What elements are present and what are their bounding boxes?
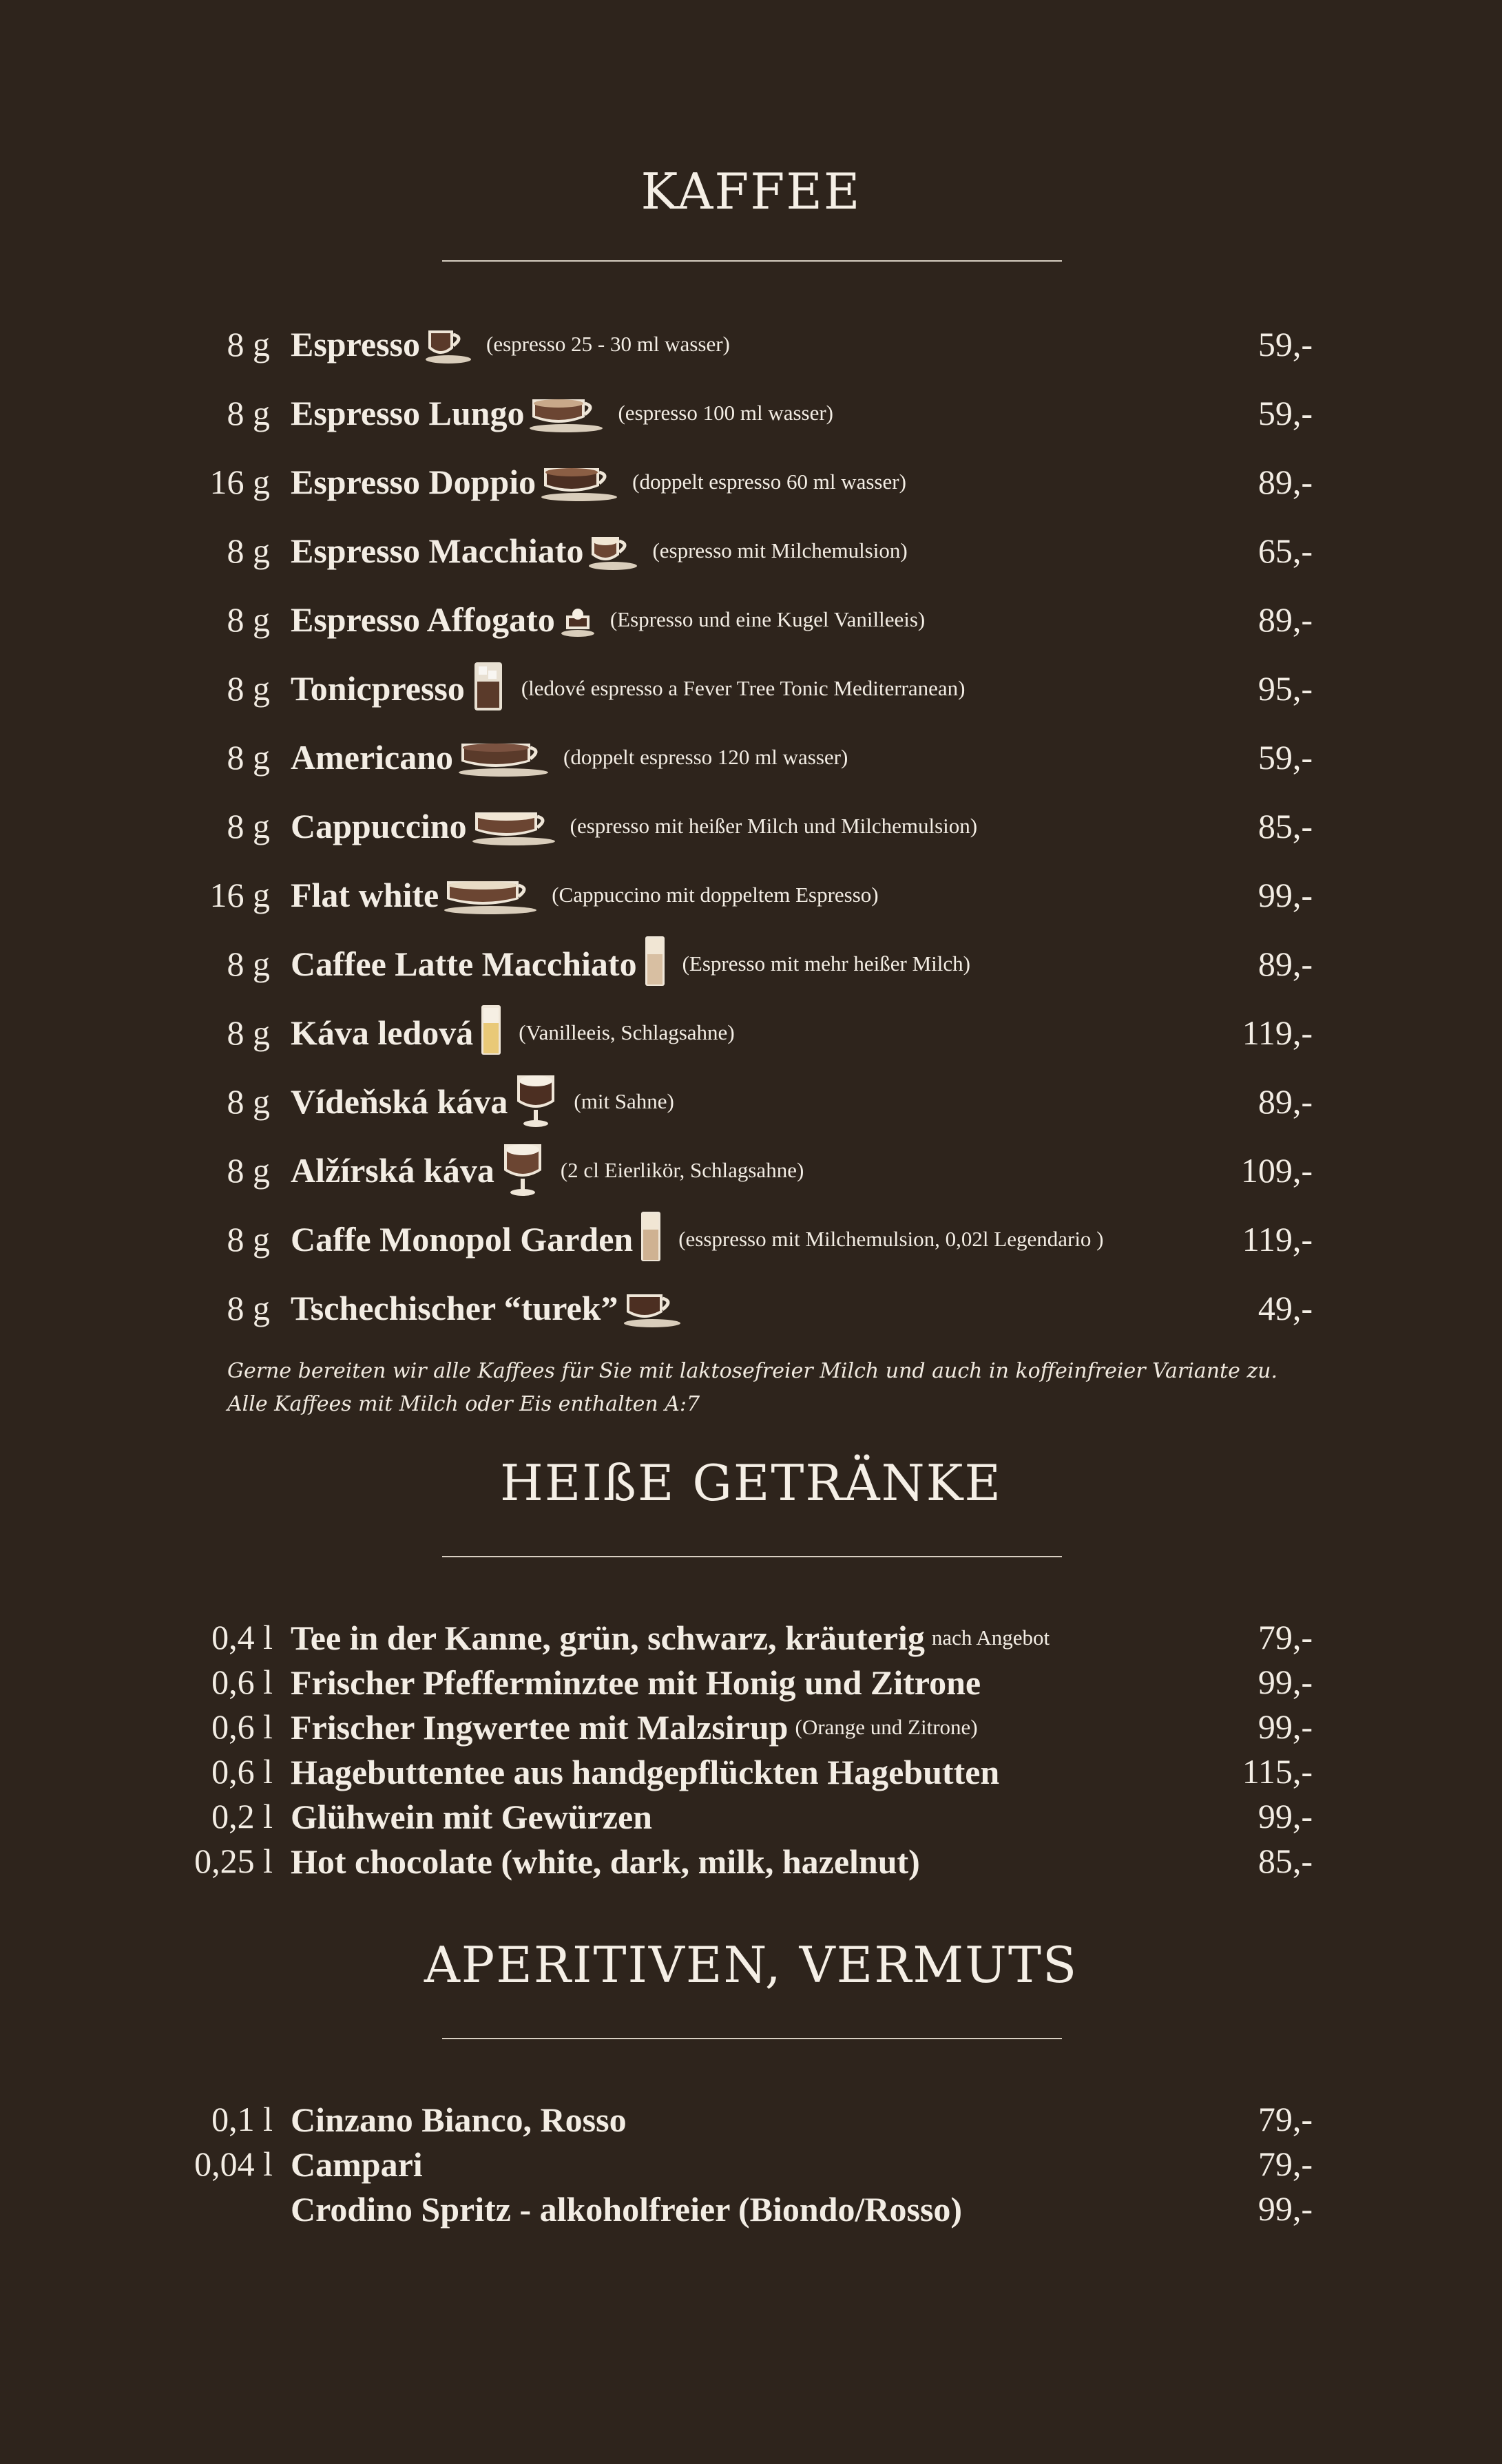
item-name: Espresso Macchiato: [291, 531, 584, 570]
item-name-wrap: [291, 1071, 674, 1133]
flat-white-cup-icon: [443, 872, 538, 919]
item-quantity: 0,2 l: [211, 1797, 273, 1835]
item-quantity: 8 g: [227, 1151, 270, 1190]
item-note: (2 cl Eierlikör, Schlagsahne): [560, 1158, 804, 1182]
item-name-wrap: [291, 1615, 1050, 1660]
menu-item: [0, 1277, 1502, 1339]
item-quantity: 8 g: [227, 1289, 270, 1327]
item-price: 115,-: [1242, 1752, 1313, 1791]
item-note: (Orange und Zitrone): [795, 1714, 978, 1739]
item-name-wrap: [291, 313, 730, 375]
item-name-wrap: [291, 1794, 652, 1839]
menu-item: [0, 313, 1502, 375]
item-price: 89,-: [1258, 945, 1313, 983]
menu-item: [0, 657, 1502, 719]
item-note: (Espresso und eine Kugel Vanilleeis): [609, 607, 926, 631]
item-note: (esspresso mit Milchemulsion, 0,02l Legendario ): [678, 1227, 1104, 1251]
kaffee-footnote-2: Alle Kaffees mit Milch oder Eis enthalten A:7: [227, 1392, 700, 1416]
item-name-wrap: [291, 726, 848, 788]
item-note: (doppelt espresso 120 ml wasser): [563, 745, 848, 769]
item-name: Tschechischer “turek”: [291, 1289, 618, 1327]
item-name-wrap: [291, 795, 977, 857]
item-note: (ledové espresso a Fever Tree Tonic Mediterranean): [521, 676, 966, 700]
item-quantity: 0,6 l: [211, 1752, 273, 1791]
item-name: Káva ledová: [291, 1013, 474, 1052]
menu-item: [0, 795, 1502, 857]
item-note: (espresso 25 - 30 ml wasser): [486, 332, 730, 356]
item-price: 89,-: [1258, 1082, 1313, 1121]
monopol-glass-icon: [637, 1209, 665, 1270]
item-price: 119,-: [1242, 1220, 1313, 1259]
item-quantity: 0,25 l: [194, 1842, 273, 1880]
item-price: 59,-: [1258, 394, 1313, 432]
menu-item: [0, 1749, 1502, 1794]
iced-coffee-glass-icon: [477, 1002, 505, 1064]
item-note: (Cappuccino mit doppeltem Espresso): [552, 883, 879, 907]
item-note: (espresso mit heißer Milch und Milchemulsion): [570, 814, 978, 838]
item-name: Cinzano Bianco, Rosso: [291, 2100, 627, 2139]
item-price: 89,-: [1258, 600, 1313, 639]
item-name-wrap: [291, 382, 833, 444]
menu-item: [0, 864, 1502, 926]
item-name-wrap: [291, 2142, 423, 2187]
item-quantity: 8 g: [227, 531, 270, 570]
item-name: Hagebuttentee aus handgepflückten Hagebutten: [291, 1752, 1000, 1791]
menu-item: [0, 1208, 1502, 1270]
menu-item: [0, 2187, 1502, 2231]
item-name: Alžírská káva: [291, 1151, 494, 1190]
item-name: Americano: [291, 738, 454, 777]
item-name-wrap: [291, 1839, 920, 1884]
item-name-wrap: [291, 1749, 999, 1794]
menu-item: [0, 1705, 1502, 1749]
item-price: 99,-: [1258, 2189, 1313, 2228]
item-name: Cappuccino: [291, 807, 467, 845]
item-name-wrap: [291, 1208, 1104, 1270]
item-quantity: 0,1 l: [211, 2100, 273, 2138]
espresso-cup-icon: [424, 321, 472, 368]
menu-item: [0, 1794, 1502, 1839]
item-name: Frischer Pfefferminztee mit Honig und Zitrone: [291, 1663, 981, 1702]
item-quantity: 8 g: [227, 325, 270, 364]
item-name-wrap: [291, 451, 906, 513]
item-quantity: 0,4 l: [211, 1618, 273, 1656]
item-price: 89,-: [1258, 463, 1313, 501]
latte-glass-icon: [641, 934, 669, 995]
item-quantity: 8 g: [227, 738, 270, 777]
menu-item: [0, 382, 1502, 444]
item-name-wrap: [291, 1002, 735, 1064]
item-quantity: 8 g: [227, 945, 270, 983]
item-price: 99,-: [1258, 1663, 1313, 1701]
item-price: 79,-: [1258, 2145, 1313, 2183]
turek-cup-icon: [623, 1285, 682, 1332]
item-price: 79,-: [1258, 2100, 1313, 2138]
item-note: (doppelt espresso 60 ml wasser): [632, 470, 906, 494]
item-quantity: 8 g: [227, 1082, 270, 1121]
menu-item: [0, 1660, 1502, 1705]
menu-item: [0, 451, 1502, 513]
item-quantity: 8 g: [227, 807, 270, 845]
item-note: (espresso mit Milchemulsion): [652, 538, 908, 562]
item-name-wrap: [291, 864, 879, 926]
americano-cup-icon: [457, 734, 550, 781]
heisse-getraenke-title: HEIßE GETRÄNKE: [500, 1454, 1002, 1512]
item-note: (Espresso mit mehr heißer Milch): [682, 951, 970, 976]
item-name: Frischer Ingwertee mit Malzsirup: [291, 1707, 789, 1747]
item-quantity: 0,6 l: [211, 1707, 273, 1746]
item-name-wrap: [291, 657, 965, 719]
item-name: Hot chocolate (white, dark, milk, hazelnut): [291, 1842, 920, 1881]
aperitiven-divider: [442, 2038, 1062, 2039]
tonic-glass-icon: [469, 658, 508, 719]
item-name: Espresso Affogato: [291, 600, 555, 639]
item-note: nach Angebot: [931, 1625, 1050, 1650]
item-name: Flat white: [291, 876, 439, 914]
item-note: (espresso 100 ml wasser): [618, 401, 833, 425]
item-price: 79,-: [1258, 1618, 1313, 1656]
item-quantity: 16 g: [209, 876, 270, 914]
menu-item: [0, 1139, 1502, 1201]
item-name: Espresso: [291, 325, 421, 364]
menu-item: [0, 1839, 1502, 1884]
item-name: Tee in der Kanne, grün, schwarz, kräuterig: [291, 1618, 925, 1657]
item-price: 119,-: [1242, 1013, 1313, 1052]
item-name: Campari: [291, 2145, 423, 2184]
item-note: (Vanilleeis, Schlagsahne): [519, 1020, 735, 1044]
menu-item: [0, 520, 1502, 582]
item-price: 109,-: [1240, 1151, 1313, 1190]
item-name-wrap: [291, 2187, 962, 2231]
item-name: Glühwein mit Gewürzen: [291, 1797, 652, 1836]
item-price: 99,-: [1258, 1797, 1313, 1835]
macchiato-cup-icon: [587, 527, 638, 575]
aperitiven-title: APERITIVEN, VERMUTS: [424, 1936, 1078, 1994]
item-note: (mit Sahne): [574, 1089, 674, 1113]
item-price: 85,-: [1258, 807, 1313, 845]
menu-item: [0, 726, 1502, 788]
doppio-cup-icon: [540, 459, 618, 506]
item-name: Crodino Spritz - alkoholfreier (Biondo/Rosso): [291, 2189, 963, 2229]
menu-item: [0, 2142, 1502, 2187]
cappuccino-cup-icon: [471, 803, 556, 850]
heisse-getraenke-divider: [442, 1556, 1062, 1557]
menu-item: [0, 589, 1502, 651]
item-name-wrap: [291, 2097, 627, 2142]
kaffee-title: KAFFEE: [640, 162, 862, 220]
item-quantity: 8 g: [227, 1013, 270, 1052]
item-name-wrap: [291, 520, 908, 582]
item-name-wrap: [291, 1277, 689, 1339]
item-name-wrap: [291, 1660, 981, 1705]
menu-item: [0, 1071, 1502, 1133]
item-name-wrap: [291, 1139, 804, 1201]
item-name-wrap: [291, 589, 925, 651]
item-quantity: 8 g: [227, 669, 270, 708]
item-name-wrap: [291, 933, 970, 995]
item-name: Espresso Doppio: [291, 463, 536, 501]
item-name: Caffe Monopol Garden: [291, 1220, 634, 1259]
item-price: 59,-: [1258, 738, 1313, 777]
item-price: 85,-: [1258, 1842, 1313, 1880]
item-price: 95,-: [1258, 669, 1313, 708]
menu-item: [0, 933, 1502, 995]
item-price: 99,-: [1258, 876, 1313, 914]
kaffee-divider: [442, 260, 1062, 262]
menu-item: [0, 1002, 1502, 1064]
item-price: 59,-: [1258, 325, 1313, 364]
item-name: Vídeňská káva: [291, 1082, 508, 1121]
item-quantity: 8 g: [227, 394, 270, 432]
item-quantity: 8 g: [227, 600, 270, 639]
item-quantity: 16 g: [209, 463, 270, 501]
item-price: 99,-: [1258, 1707, 1313, 1746]
menu-item: [0, 2097, 1502, 2142]
item-price: 49,-: [1258, 1289, 1313, 1327]
item-name: Tonicpresso: [291, 669, 465, 708]
lungo-cup-icon: [528, 390, 604, 437]
item-name: Caffee Latte Macchiato: [291, 945, 637, 983]
menu-item: [0, 1615, 1502, 1660]
viennese-glass-icon: [512, 1071, 560, 1133]
item-quantity: 8 g: [227, 1220, 270, 1259]
item-name: Espresso Lungo: [291, 394, 525, 432]
item-quantity: 0,6 l: [211, 1663, 273, 1701]
algerian-glass-icon: [499, 1140, 547, 1201]
kaffee-footnote-1: Gerne bereiten wir alle Kaffees für Sie mit laktosefreier Milch und auch in koffeinfreier Variante zu.: [227, 1359, 1278, 1383]
affogato-cup-icon: [559, 596, 596, 644]
item-price: 65,-: [1258, 531, 1313, 570]
item-name-wrap: [291, 1705, 978, 1749]
item-quantity: 0,04 l: [194, 2145, 273, 2183]
